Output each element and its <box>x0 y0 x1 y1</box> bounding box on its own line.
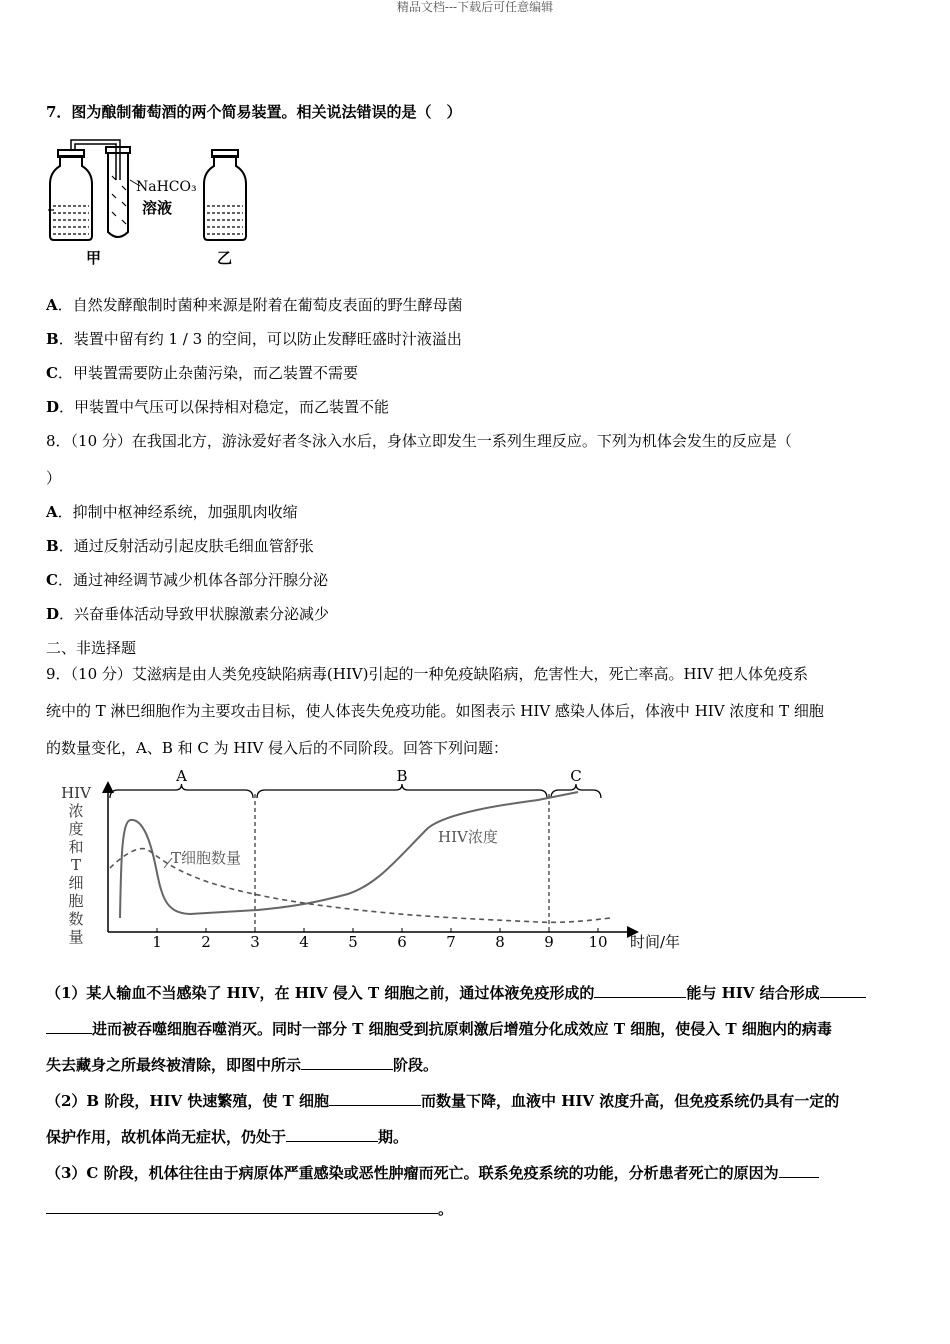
q9-stem-line2: 统中的 T 淋巴细胞作为主要攻击目标，使人体丧失免疫功能。如图表示 HIV 感染人体后，体液中 HIV 浓度和 T 细胞 <box>46 702 824 720</box>
stage-brace <box>257 784 547 798</box>
q7-apparatus-figure <box>44 136 254 271</box>
answer-blank[interactable] <box>779 1163 819 1178</box>
q8-stem-end: ） <box>46 469 62 487</box>
q7-option-c: C．甲装置需要防止杂菌污染，而乙装置不需要 <box>46 364 358 382</box>
label-yi: 乙 <box>217 249 233 267</box>
stage-brace <box>110 784 253 798</box>
q8-option-b: B．通过反射活动引起皮肤毛细血管舒张 <box>46 537 314 555</box>
stage-label: C <box>570 768 582 785</box>
q7-stem: 7．图为酿制葡萄酒的两个简易装置。相关说法错误的是（ ） <box>46 103 462 121</box>
q9-stem-line1: 9．（10 分）艾滋病是由人类免疫缺陷病毒(HIV)引起的一种免疫缺陷病，危害性大，死亡率高。HIV 把人体免疫系 <box>46 665 809 683</box>
y-axis-label-char: 度 <box>68 820 84 838</box>
series-label-t-cell: T细胞数量 <box>171 849 242 867</box>
answer-blank[interactable] <box>594 983 686 998</box>
x-tick-label: 3 <box>250 933 260 951</box>
y-axis-label-char: 和 <box>68 838 84 856</box>
q7-option-a: A．自然发酵酿制时菌种来源是附着在葡萄皮表面的野生酵母菌 <box>46 296 463 314</box>
reagent-label-2: 溶液 <box>142 199 173 217</box>
q7-option-d: D．甲装置中气压可以保持相对稳定，而乙装置不能 <box>46 398 390 416</box>
x-tick-label: 2 <box>201 933 211 951</box>
x-tick-label: 8 <box>495 933 505 951</box>
q9-part3-line2: 。 <box>46 1199 453 1218</box>
x-tick-label: 4 <box>299 933 309 951</box>
x-axis-label: 时间/年 <box>630 933 681 951</box>
answer-blank[interactable] <box>286 1127 378 1142</box>
x-tick-label: 1 <box>152 933 162 951</box>
q9-part3-line1: （3）C 阶段，机体往往由于病原体严重感染或恶性肿瘤而死亡。联系免疫系统的功能，分析患者死亡的原因为 <box>46 1163 819 1182</box>
answer-blank[interactable] <box>820 983 866 998</box>
q9-stem-line3: 的数量变化，A、B 和 C 为 HIV 侵入后的不同阶段。回答下列问题： <box>46 739 509 757</box>
series-label-hiv: HIV浓度 <box>438 828 498 846</box>
q8-stem: 8．（10 分）在我国北方，游泳爱好者冬泳入水后，身体立即发生一系列生理反应。下列为机体会发生的反应是（ <box>46 432 792 450</box>
q8-option-d: D．兴奋垂体活动导致甲状腺激素分泌减少 <box>46 605 330 623</box>
q9-part1-line3: 失去藏身之所最终被清除，即图中所示 阶段。 <box>46 1056 439 1074</box>
q8-option-c: C．通过神经调节减少机体各部分汗腺分泌 <box>46 571 328 589</box>
label-jia: 甲 <box>86 249 102 267</box>
x-tick-label: 9 <box>544 933 554 951</box>
section-title: 二、非选择题 <box>46 639 137 657</box>
x-tick-label: 7 <box>446 933 456 951</box>
q9-part1-line1: （1）某人输血不当感染了 HIV，在 HIV 侵入 T 细胞之前，通过体液免疫形成的 能与 HIV 结合形成 <box>46 983 866 1002</box>
page-header: 精品文档---下载后可任意编辑 <box>396 0 554 14</box>
answer-blank[interactable] <box>301 1055 393 1070</box>
y-axis-label-char: 数 <box>68 910 84 928</box>
q9-part2-line1: （2）B 阶段，HIV 快速繁殖，使 T 细胞 而数量下降，血液中 HIV 浓度升高，但免疫系统仍具有一定的 <box>46 1092 840 1110</box>
q7-option-b: B．装置中留有约 1 / 3 的空间，可以防止发酵旺盛时汁液溢出 <box>46 330 462 348</box>
hiv-chart <box>58 768 698 958</box>
y-axis-label-char: 浓 <box>68 802 84 820</box>
y-axis-label-char: 量 <box>68 928 84 946</box>
answer-blank[interactable] <box>46 1199 438 1214</box>
x-tick-label: 6 <box>397 933 407 951</box>
stage-label: A <box>176 768 187 785</box>
y-axis-label-char: 细 <box>68 874 84 892</box>
y-axis-label-char: HIV <box>61 784 91 802</box>
q9-part1-line2: 进而被吞噬细胞吞噬消灭。同时一部分 T 细胞受到抗原刺激后增殖分化成效应 T 细胞，使侵入 T 细胞内的病毒 <box>46 1019 832 1038</box>
stage-label: B <box>396 768 408 785</box>
y-axis-label <box>61 784 92 946</box>
y-axis-label-char: T <box>70 856 82 874</box>
q9-part2-line2: 保护作用，故机体尚无症状，仍处于 期。 <box>46 1128 409 1146</box>
q8-option-a: A．抑制中枢神经系统，加强肌肉收缩 <box>46 503 298 521</box>
answer-blank[interactable] <box>329 1091 421 1106</box>
reagent-label: NaHCO₃ <box>136 179 197 195</box>
x-tick-label: 10 <box>588 933 608 951</box>
y-axis-label-char: 胞 <box>68 892 84 910</box>
answer-blank[interactable] <box>46 1019 92 1034</box>
x-tick-label: 5 <box>348 933 358 951</box>
